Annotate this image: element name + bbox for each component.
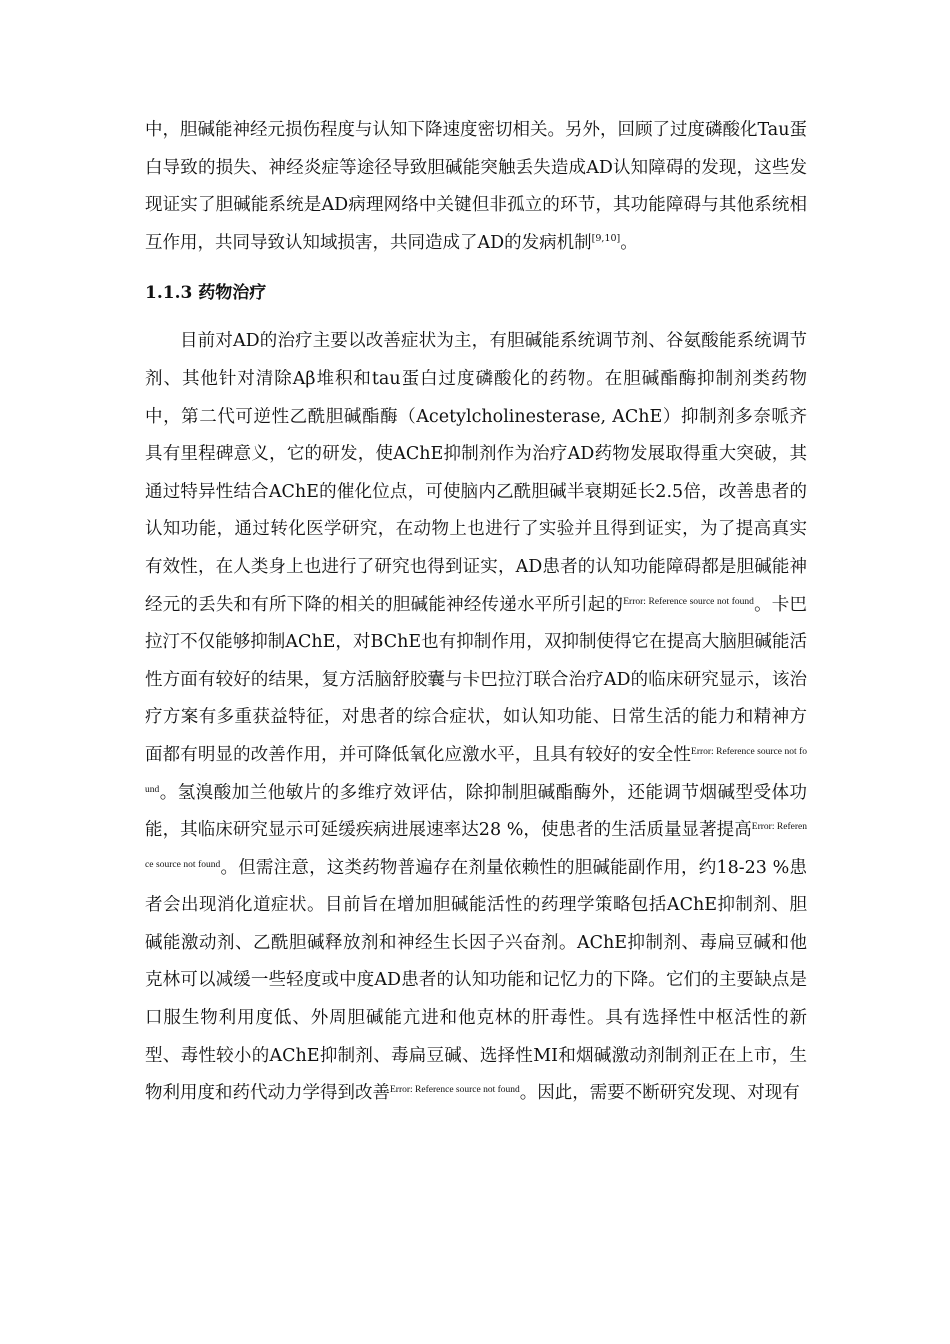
paragraph-text: 。因此，需要不断研究发现、对现有	[519, 1083, 800, 1104]
paragraph-text: 。但需注意，这类药物普遍存在剂量依赖性的胆碱能副作用，约18-23 %患者会出现消化道症状。目前旨在增加胆碱能活性的药理学策略包括AChE抑制剂、胆碱能激动剂、乙酰胆碱释放剂和神经生长因子兴奋剂。AChE抑制剂、毒扁豆碱和他克林可以减缓一些轻度或中度AD患者的认知功能和记忆力的下降。它们的主要缺点是口服生物利用度低、外周胆碱能亢进和他克林的肝毒性。具有选择性中枢活性的新型、毒性较小的AChE抑制剂、毒扁豆碱、选择性MI和烟碱激动剂制剂正在上市，生物利用度和药代动力学得到改善	[145, 857, 808, 1104]
paragraph-text: 目前对AD的治疗主要以改善症状为主，有胆碱能系统调节剂、谷氨酸能系统调节剂、其他针对清除Aβ堆积和tau蛋白过度磷酸化的药物。在胆碱酯酶抑制剂类药物中，第二代可逆性乙酰胆碱酯酶（Acetylcholinesterase, AChE）抑制剂多奈哌齐具有里程碑意义，它的研发，使AChE抑制剂作为治疗AD药物发展取得重大突破，其通过特异性结合AChE的催化位点，可使脑内乙酰胆碱半衰期延长2.5倍，改善患者的认知功能，通过转化医学研究，在动物上也进行了实验并且得到证实，为了提高真实有效性，在人类身上也进行了研究也得到证实，AD患者的认知功能障碍都是胆碱能神经元的丢失和有所下降的相关的胆碱能神经传递水平所引起的	[145, 331, 807, 615]
reference-error-superscript: Error: Reference source not found	[623, 596, 754, 607]
section-number: 1.1.3	[145, 283, 193, 304]
paragraph-text: 中，胆碱能神经元损伤程度与认知下降速度密切相关。另外，回顾了过度磷酸化Tau蛋白导致的损失、神经炎症等途径导致胆碱能突触丢失造成AD认知障碍的发现，这些发现证实了胆碱能系统是AD病理网络中关键但非孤立的环节，其功能障碍与其他系统相互作用，共同导致认知域损害，共同造成了AD的发病机制	[145, 120, 808, 253]
reference-error-superscript: Error: Reference source not found	[390, 1085, 520, 1096]
paragraph-text: 。卡巴拉汀不仅能够抑制AChE，对BChE也有抑制作用，双抑制使得它在提高大脑胆碱能活性方面有较好的结果，复方活脑舒胶囊与卡巴拉汀联合治疗AD的临床研究显示，该治疗方案有多重获益特征，对患者的综合症状，如认知功能、日常生活的能力和精神方面都有明显的改善作用，并可降低氧化应激水平，且具有较好的安全性	[145, 594, 808, 765]
reference-error-superscript: Error: Reference source not found	[145, 822, 807, 870]
section-heading	[145, 276, 807, 310]
section-title: 药物治疗	[198, 283, 267, 304]
page-body	[145, 112, 807, 1113]
paragraph-text: 。氢溴酸加兰他敏片的多维疗效评估，除抑制胆碱酯酶外，还能调节烟碱型受体功能，其临床研究显示可延缓疾病进展速率达28 %，使患者的生活质量显著提高	[145, 782, 807, 841]
paragraph-text: 。	[620, 232, 638, 253]
paragraph-intro	[145, 112, 807, 262]
reference-error-superscript: Error: Reference source not found	[145, 746, 807, 795]
paragraph-drug-therapy	[145, 323, 807, 1112]
citation-superscript: [9,10]	[591, 232, 621, 244]
